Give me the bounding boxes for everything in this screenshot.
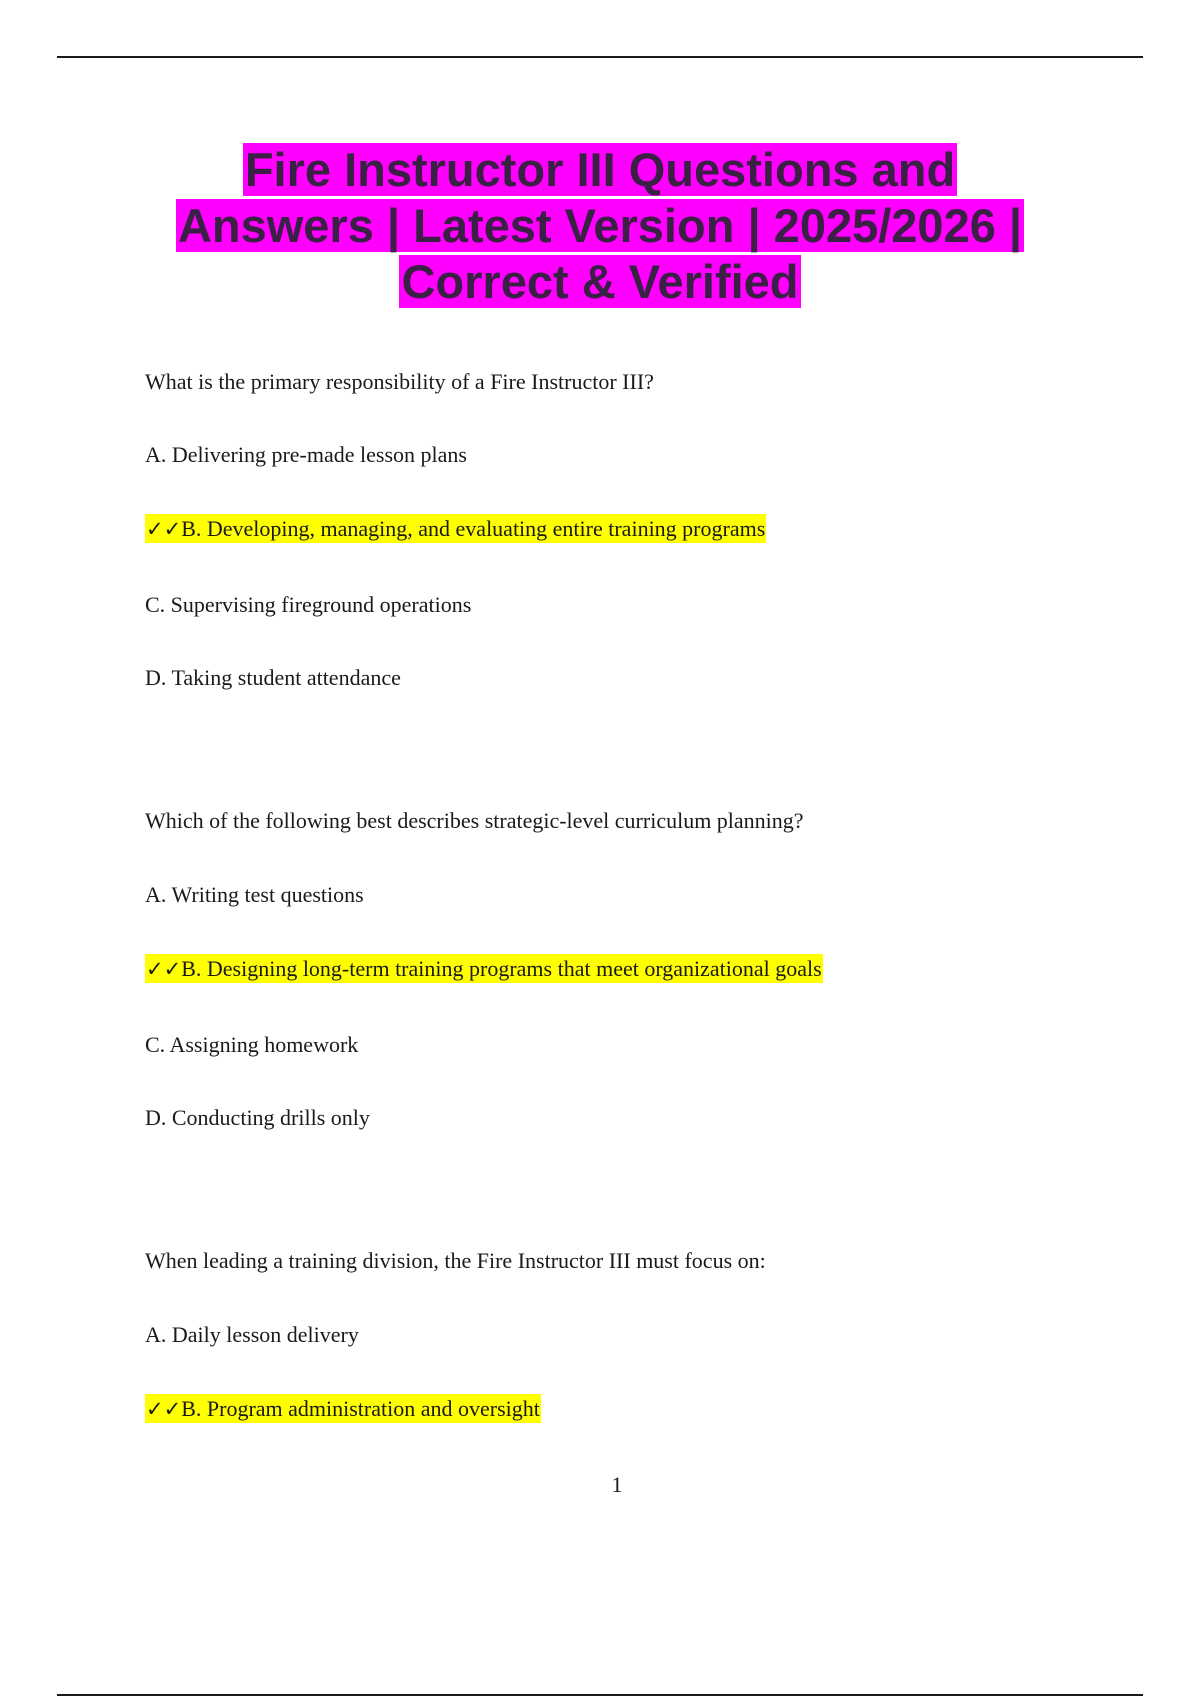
question-2-option-c: C. Assigning homework — [145, 1032, 359, 1057]
answer-highlight — [145, 514, 766, 543]
question-1-option-d: D. Taking student attendance — [145, 665, 401, 690]
double-check-icon: ✓✓ — [146, 1397, 182, 1421]
question-1-option-b: B. Developing, managing, and evaluating entire training programs — [181, 516, 766, 541]
question-1-correct-answer — [145, 514, 766, 544]
question-1-text: What is the primary responsibility of a Fire Instructor III? — [145, 369, 654, 394]
double-check-icon: ✓✓ — [146, 957, 182, 981]
bottom-rule — [57, 1694, 1143, 1696]
question-2-option-b: B. Designing long-term training programs that meet organizational goals — [181, 956, 822, 981]
answer-highlight — [145, 954, 823, 983]
question-1-option-c: C. Supervising fireground operations — [145, 592, 472, 617]
question-2-correct-answer — [145, 954, 823, 984]
title-line-2: Answers | Latest Version | 2025/2026 | — [177, 199, 1023, 252]
page-number: 1 — [611, 1472, 623, 1497]
question-3-text: When leading a training division, the Fire Instructor III must focus on: — [145, 1248, 766, 1273]
question-2-option-d: D. Conducting drills only — [145, 1105, 370, 1130]
title-line-1: Fire Instructor III Questions and — [244, 143, 956, 196]
question-3-option-a: A. Daily lesson delivery — [145, 1322, 359, 1347]
question-2-text: Which of the following best describes strategic-level curriculum planning? — [145, 808, 804, 833]
document-title — [100, 142, 1100, 310]
question-3-correct-answer — [145, 1394, 541, 1424]
double-check-icon: ✓✓ — [146, 517, 182, 541]
top-rule — [57, 56, 1143, 58]
question-1-option-a: A. Delivering pre-made lesson plans — [145, 442, 467, 467]
answer-highlight — [145, 1394, 541, 1423]
title-line-3: Correct & Verified — [401, 255, 799, 308]
question-2-option-a: A. Writing test questions — [145, 882, 364, 907]
question-3-option-b: B. Program administration and oversight — [181, 1396, 540, 1421]
